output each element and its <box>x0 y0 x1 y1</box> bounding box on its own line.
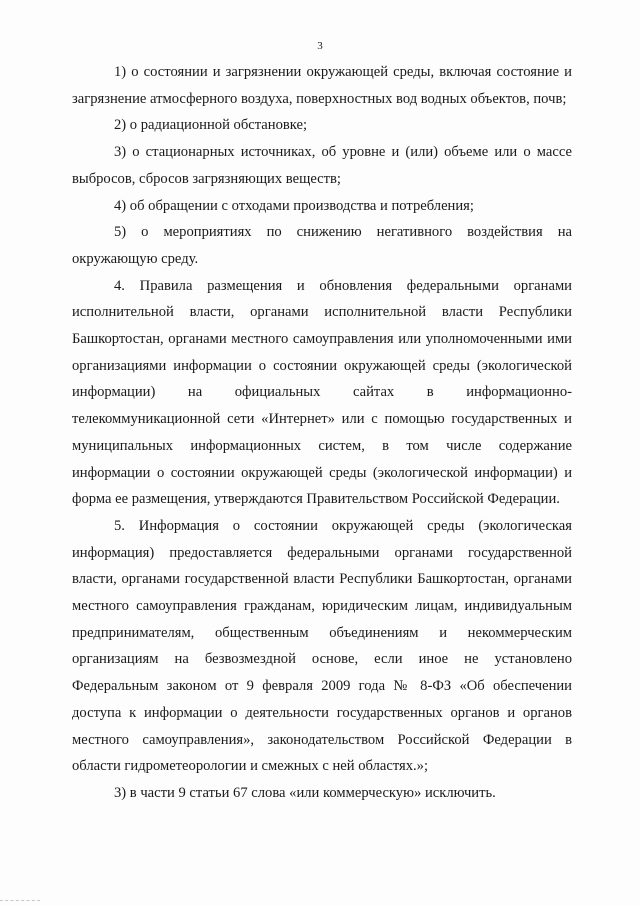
scan-edge-mark <box>0 900 40 903</box>
paragraph-item-5: 5) о мероприятиях по снижению негативного воздействия на окружающую среду. <box>72 224 572 267</box>
paragraph-amendment-3: 3) в части 9 статьи 67 слова «или коммерческую» исключить. <box>114 784 496 801</box>
paragraph-item-2: 2) о радиационной обстановке; <box>114 117 308 134</box>
paragraph-item-3: 3) о стационарных источниках, об уровне и (или) объеме или о массе выбросов, сбросов загрязняющих веществ; <box>72 144 572 187</box>
paragraph-section-5: 5. Информация о состоянии окружающей среды (экологическая информация) предоставляется федеральными органами государственной власти, органами государственной власти Республики Башкортостан, органами местного самоуправления гражданам, юридическим лицам, индивидуальным предпринимателям, общественным объединениям и некоммерческим организациям на безвозмездной основе, если иное не установлено Федеральным законом от 9 февраля 2009 года № 8-ФЗ «Об обеспечении доступа к информации о деятельности государственных органов и органов местного самоуправления», законодательством Российской Федерации в области гидрометеорологии и смежных с ней областях.»; <box>72 517 572 775</box>
document-body <box>72 59 572 807</box>
paragraph-section-4: 4. Правила размещения и обновления федеральными органами исполнительной власти, органами исполнительной власти Республики Башкортостан, органами местного самоуправления или уполномоченными ими организациями информации о состоянии окружающей среды (экологической информации) на официальных сайтах в информационно-телекоммуникационной сети «Интернет» или с помощью государственных и муниципальных информационных систем, в том числе содержание информации о состоянии окружающей среды (экологической информации) и форма ее размещения, утверждаются Правительством Российской Федерации. <box>72 277 572 508</box>
paragraph-item-1: 1) о состоянии и загрязнении окружающей среды, включая состояние и загрязнение атмосферного воздуха, поверхностных вод водных объектов, почв; <box>72 64 572 107</box>
page-number: 3 <box>317 40 323 52</box>
paragraph-item-4: 4) об обращении с отходами производства и потребления; <box>114 197 474 214</box>
